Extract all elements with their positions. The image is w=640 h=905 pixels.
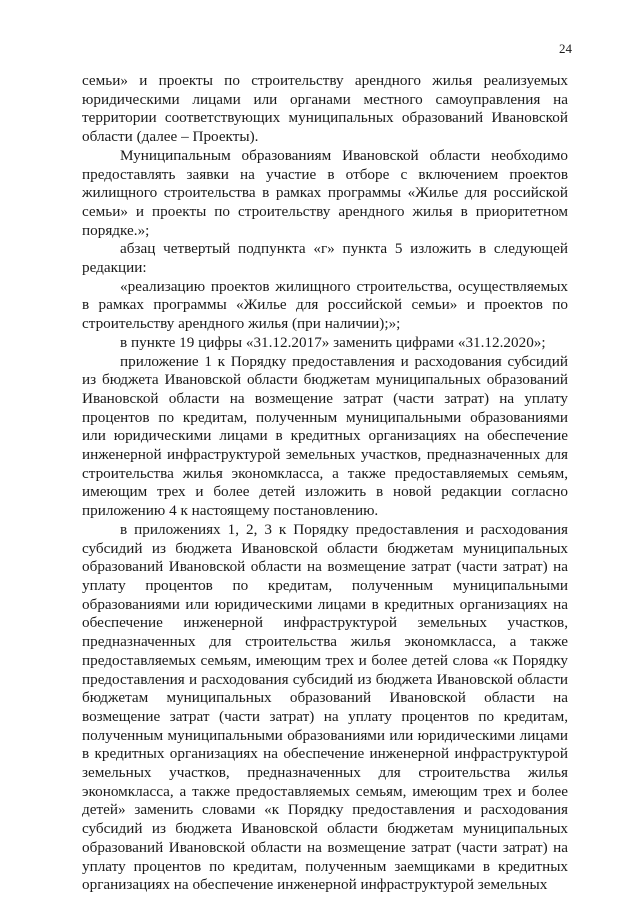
paragraph-appendices-1-2-3: в приложениях 1, 2, 3 к Порядку предоставления и расходования субсидий из бюджета Ивановской области бюджетам муниципальных образований Ивановской области на возмещение затрат (части затрат) на уплату процентов по кредитам, полученным муниципальными образованиями или юридическими лицами в кредитных организациях на обеспечение инженерной инфраструктурой земельных участков, предназначенных для строительства жилья экономкласса, а также предоставляемых семьям, имеющим трех и более детей слова «к Порядку предоставления и расходования субсидий из бюджета Ивановской области бюджетам муниципальных образований Ивановской области на возмещение затрат (части затрат) на уплату процентов по кредитам, полученным муниципальными образованиями или юридическими лицами в кредитных организациях на обеспечение инженерной инфраструктурой земельных участков, предназначенных для строительства жилья экономкласса, а также предоставляемых семьям, имеющим трех и более детей» заменить словами «к Порядку предоставления и расходования субсидий из бюджета Ивановской области бюджетам муниципальных образований Ивановской области на возмещение затрат (части затрат) на уплату процентов по кредитам, полученным заемщиками в кредитных организациях на обеспечение инженерной инфраструктурой земельных	[82, 520, 568, 894]
paragraph-new-wording: «реализацию проектов жилищного строительства, осуществляемых в рамках программы «Жилье для российской семьи» и проектов по строительству арендного жилья (при наличии);»;	[82, 277, 568, 333]
document-body	[82, 72, 568, 895]
page-number: 24	[559, 41, 572, 56]
paragraph-clause-19-dates: в пункте 19 цифры «31.12.2017» заменить цифрами «31.12.2020»;	[120, 333, 546, 351]
paragraph-continuation: семьи» и проекты по строительству арендного жилья реализуемых юридическими лицами или органами местного самоуправления на территории соответствующих муниципальных образований Ивановской области (далее – Проекты).	[82, 72, 568, 146]
paragraph-amend-subclause-g: абзац четвертый подпункта «г» пункта 5 изложить в следующей редакции:	[82, 240, 568, 277]
paragraph-municipal-applications: Муниципальным образованиям Ивановской области необходимо предоставлять заявки на участие в отборе с включением проектов жилищного строительства в рамках программы «Жилье для российской семьи» и проекты по строительству арендного жилья в приоритетном порядке.»;	[82, 146, 568, 239]
paragraph-appendix-1: приложение 1 к Порядку предоставления и расходования субсидий из бюджета Ивановской области бюджетам муниципальных образований Ивановской области на возмещение затрат (части затрат) на уплату процентов по кредитам, полученным муниципальными образованиями или юридическими лицами в кредитных организациях на обеспечение инженерной инфраструктурой земельных участков, предназначенных для строительства жилья экономкласса, а также предоставляемых семьям, имеющим трех и более детей изложить в новой редакции согласно приложению 4 к настоящему постановлению.	[82, 352, 568, 520]
